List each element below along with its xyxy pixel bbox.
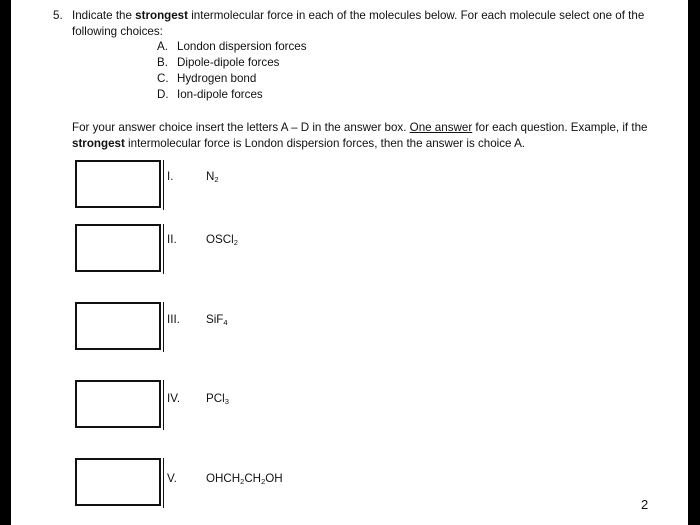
instructions: For your answer choice insert the letters A – D in the answer box. One answer for each question. Example, if the strongest intermolecular force is London dispersion forces, then the answer is choice A. (72, 121, 648, 150)
item-label-2: II. (167, 233, 177, 246)
molecule-1: $N_2$ (206, 170, 219, 184)
item-label-4: IV. (167, 392, 181, 405)
answer-box-2[interactable] (75, 224, 161, 272)
divider-line (163, 160, 164, 210)
question-prompt: Indicate the strongest intermolecular force in each of the molecules below. For each molecule select one of the following choices: (72, 9, 645, 38)
divider-line (163, 302, 164, 352)
divider-line (163, 458, 164, 508)
worksheet-page (11, 0, 688, 525)
divider-line (163, 380, 164, 430)
item-label-3: III. (167, 313, 180, 326)
molecule-3: SiF$_4$ (206, 313, 228, 327)
answer-box-4[interactable] (75, 380, 161, 428)
molecule-5: $OHCH_2CH_2OH$ (206, 472, 283, 486)
item-label-1: I. (167, 170, 174, 183)
answer-box-1[interactable] (75, 160, 161, 208)
choice-list (157, 39, 307, 103)
page-number: 2 (641, 497, 649, 512)
divider-line (163, 224, 164, 274)
molecule-2: OSCl$_2$ (206, 233, 238, 247)
molecule-4: PCl$_3$ (206, 392, 229, 406)
choice-c: C. Hydrogen bond (157, 72, 257, 85)
choice-a: A. London dispersion forces (157, 40, 307, 53)
choice-b: B. Dipole-dipole forces (157, 56, 280, 69)
answer-box-5[interactable] (75, 458, 161, 506)
item-label-5: V. (167, 472, 177, 485)
question-number: 5. (53, 9, 63, 22)
answer-box-3[interactable] (75, 302, 161, 350)
choice-d: D. Ion-dipole forces (157, 88, 263, 101)
